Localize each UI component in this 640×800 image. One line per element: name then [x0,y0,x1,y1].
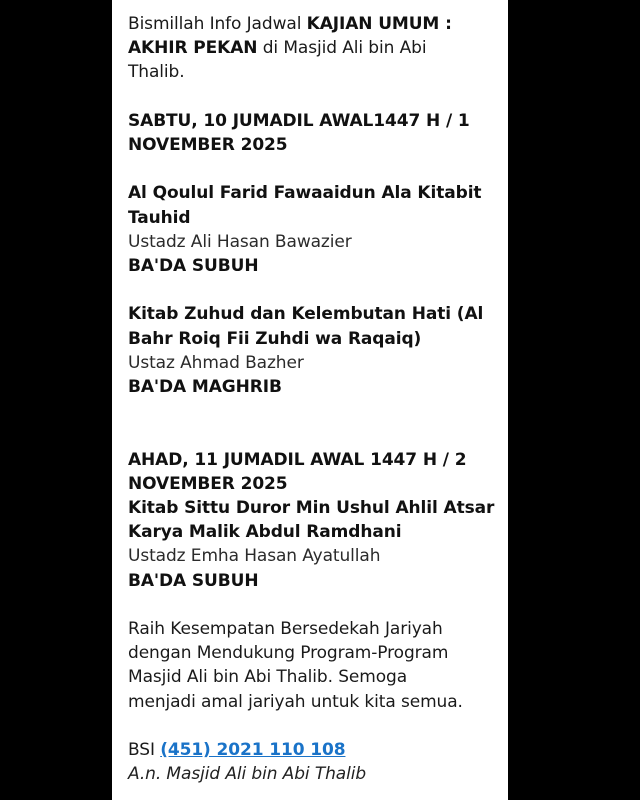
day1-session2-time: BA'DA MAGHRIB [128,377,282,397]
day1-session1-time: BA'DA SUBUH [128,256,259,276]
day1-date-line-2: NOVEMBER 2025 [128,135,288,155]
message-body [128,12,498,786]
day2-session1-title-line-1: Kitab Sittu Duror Min Ushul Ahlil Atsar [128,498,495,518]
spacer [128,85,498,109]
message-panel [112,0,508,800]
spacer [128,157,498,181]
day1-session2-speaker: Ustaz Ahmad Bazher [128,352,304,373]
day1-session1-title-line-1: Al Qoulul Farid Fawaaidun Ala Kitabit [128,183,482,204]
bank-account-line [128,738,498,762]
intro-line-3: Thalib. [128,62,185,83]
day1-session1-title-line-2: Tauhid [128,207,191,228]
day2-session1-title-line-2: Karya Malik Abdul Ramdhani [128,522,402,543]
day2-date-line-1: AHAD, 11 JUMADIL AWAL 1447 H / 2 [128,449,467,470]
day1-session2-title-line-1: Kitab Zuhud dan Kelembutan Hati (Al [128,304,484,325]
account-number-link[interactable]: (451) 2021 110 108 [160,740,346,760]
spacer [128,593,498,617]
donation-line-2: dengan Mendukung Program-Program [128,643,449,664]
intro-kajian-umum: KAJIAN UMUM : [306,14,452,34]
bank-label: BSI [128,740,161,760]
day2-date-line-2: NOVEMBER 2025 [128,473,288,494]
account-name: A.n. Masjid Ali bin Abi Thalib [128,764,367,785]
spacer [128,278,498,302]
spacer [128,399,498,447]
day2-session1-speaker: Ustadz Emha Hasan Ayatullah [128,546,381,567]
intro-akhir-pekan: AKHIR PEKAN [128,38,258,59]
intro-prefix: Bismillah Info Jadwal [128,14,307,34]
intro-line-2 [128,36,498,60]
donation-line-4: menjadi amal jariyah untuk kita semua. [128,691,463,712]
day1-date-line-1: SABTU, 10 JUMADIL AWAL1447 H / 1 [128,110,470,131]
intro-line-1 [128,12,498,36]
donation-line-1: Raih Kesempatan Bersedekah Jariyah [128,619,443,639]
donation-line-3: Masjid Ali bin Abi Thalib. Semoga [128,667,408,688]
day1-session1-speaker: Ustadz Ali Hasan Bawazier [128,231,352,252]
day1-session2-title-line-2: Bahr Roiq Fii Zuhdi wa Raqaiq) [128,328,422,349]
intro-location: di Masjid Ali bin Abi [257,38,427,59]
spacer [128,714,498,738]
day2-session1-time: BA'DA SUBUH [128,570,259,591]
